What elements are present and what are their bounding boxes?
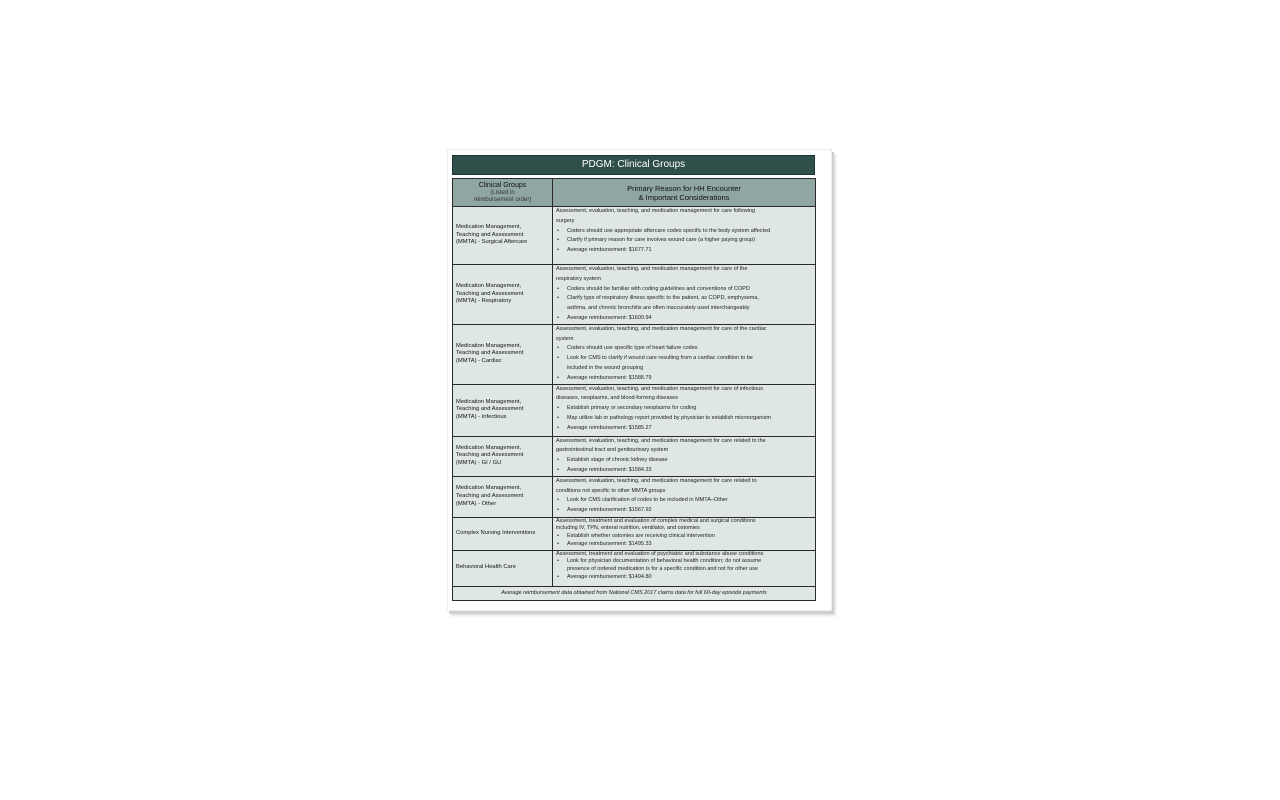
encounter-description-line: Assessment, evaluation, teaching, and medication management for care of the: [556, 266, 748, 272]
clinical-group-name-line: (MMTA) - Other: [456, 500, 497, 507]
clinical-groups-sheet: [452, 155, 815, 601]
table-row: [453, 265, 816, 325]
encounter-considerations: [553, 384, 816, 436]
encounter-description-line: diseases, neoplasms, and blood-forming diseases: [556, 395, 678, 402]
column-header-clinical-groups: [453, 179, 553, 207]
list-item: [556, 354, 812, 374]
list-item-line: • Average reimbursement: $1495.33: [567, 540, 652, 547]
list-item-line: • Establish whether ostomies are receiving clinical intervention: [567, 532, 715, 539]
clinical-group-name: [453, 265, 553, 325]
clinical-group-name-line: Medication Management,: [456, 398, 522, 405]
clinical-group-name-line: Complex Nursing Interventions: [456, 529, 536, 536]
column-header-primary-reason: [553, 179, 816, 207]
list-item: [556, 236, 812, 246]
clinical-group-name-line: Behavioral Health Care: [456, 564, 516, 571]
encounter-description-line: Assessment, evaluation, teaching, and medication management for care of the cardiac: [556, 325, 767, 332]
clinical-group-name-line: Teaching and Assessment: [456, 350, 524, 357]
encounter-description-line: Assessment, treatment and evaluation of psychiatric and substance abuse conditions: [556, 550, 764, 557]
list-item-line: • Establish stage of chronic kidney disease: [567, 457, 668, 464]
clinical-groups-table: [452, 178, 816, 601]
list-item-line: • Coders should use specific type of heart failure codes: [567, 345, 698, 352]
list-item-line: included in the wound grouping: [567, 364, 644, 371]
clinical-group-name-line: Teaching and Assessment: [456, 492, 524, 499]
encounter-considerations: [553, 207, 816, 265]
clinical-group-name-line: (MMTA) - Cardiac: [456, 357, 502, 364]
clinical-group-name-line: Teaching and Assessment: [456, 452, 524, 459]
clinical-group-name-line: (MMTA) - GI / GU: [456, 459, 502, 466]
encounter-considerations: [553, 550, 816, 586]
list-item: [556, 227, 812, 237]
list-item: [556, 496, 812, 506]
clinical-group-name: [453, 436, 553, 476]
list-item: [556, 558, 812, 573]
clinical-group-name-line: Teaching and Assessment: [456, 231, 524, 238]
column-header-subtitle-line: reimbursement order): [473, 196, 532, 203]
page-title: PDGM: Clinical Groups: [452, 155, 815, 175]
list-item: [556, 246, 812, 256]
column-header-line: Primary Reason for HH Encounter: [627, 183, 741, 193]
table-row: [453, 384, 816, 436]
table-body: [453, 207, 816, 587]
clinical-group-name-line: (MMTA) - Surgical Aftercare: [456, 239, 528, 246]
considerations-list: [556, 285, 812, 324]
table-row: [453, 550, 816, 586]
list-item: [556, 344, 812, 354]
considerations-list: [556, 404, 812, 433]
clinical-group-name-line: (MMTA) - Respiratory: [456, 298, 512, 305]
list-item: [556, 506, 812, 516]
list-item-line: • Coders should use appropriate aftercare codes specific to the body system affected: [567, 227, 771, 234]
encounter-description-line: Assessment, evaluation, teaching, and medication management for care of infectious: [556, 385, 763, 392]
list-item-line: • Clarify if primary reason for care involves wound care (a higher paying group): [567, 237, 756, 244]
list-item: [556, 294, 812, 314]
considerations-list: [556, 496, 812, 516]
footnote: Average reimbursement data obtained from National CMS 2017 claims data for full 60-day episode payments: [453, 586, 816, 600]
list-item-line: • Average reimbursement: $1567.92: [567, 507, 652, 514]
clinical-group-name: [453, 517, 553, 550]
clinical-group-name: [453, 384, 553, 436]
table-row: [453, 207, 816, 265]
list-item: [556, 541, 812, 549]
list-item: [556, 414, 812, 424]
clinical-group-name-line: Medication Management,: [456, 485, 522, 492]
list-item-line: asthma, and chronic bronchitis are often inaccurately used interchangeably: [567, 305, 750, 312]
encounter-description-line: gastrointestinal tract and genitourinary system: [556, 447, 669, 454]
list-item-line: • Look for physician documentation of behavioral health condition; do not assume: [567, 558, 762, 565]
list-item: [556, 285, 812, 295]
list-item: [556, 574, 812, 582]
encounter-description-line: conditions not specific to other MMTA groups: [556, 487, 666, 494]
list-item-line: • Average reimbursement: $1494.80: [567, 573, 652, 580]
list-item: [556, 456, 812, 466]
considerations-list: [556, 227, 812, 256]
clinical-group-name: [453, 324, 553, 384]
clinical-group-name-line: Medication Management,: [456, 224, 522, 231]
encounter-description-line: including IV, TPN, enteral nutrition, ventilator, and ostomies: [556, 525, 700, 532]
list-item-line: • Average reimbursement: $1588.79: [567, 374, 652, 381]
table-header-row: [453, 179, 816, 207]
considerations-list: [556, 533, 812, 548]
encounter-description-line: system: [556, 335, 574, 342]
list-item: [556, 314, 812, 324]
list-item-line: • Average reimbursement: $1677.71: [567, 247, 652, 254]
encounter-considerations: [553, 265, 816, 325]
list-item-line: • Average reimbursement: $1600.94: [567, 314, 652, 321]
clinical-group-name-line: Medication Management,: [456, 283, 522, 289]
considerations-list: [556, 344, 812, 383]
column-header-title: Clinical Groups: [478, 181, 527, 189]
considerations-list: [556, 558, 812, 581]
list-item-line: • Clarify type of respiratory illness specific to the patient, as COPD, emphysema,: [567, 295, 759, 302]
encounter-considerations: [553, 436, 816, 476]
table-row: [453, 476, 816, 517]
encounter-considerations: [553, 476, 816, 517]
encounter-description-line: Assessment, evaluation, teaching, and medication management for care related to: [556, 477, 757, 484]
column-header-subtitle-line: (Listed in: [490, 189, 515, 196]
clinical-group-name-line: Medication Management,: [456, 444, 522, 451]
encounter-description-line: Assessment, evaluation, teaching, and medication management for care related to the: [556, 437, 766, 444]
table-row: [453, 436, 816, 476]
encounter-description-line: respiratory system: [556, 275, 601, 282]
list-item-line: • Establish primary or secondary neoplasms for coding: [567, 405, 697, 412]
list-item: [556, 533, 812, 541]
clinical-group-name: [453, 207, 553, 265]
encounter-description-line: Assessment, treatment and evaluation of complex medical and surgical conditions: [556, 517, 756, 524]
list-item-line: • Average reimbursement: $1584.33: [567, 466, 652, 473]
list-item-line: • Average reimbursement: $1585.27: [567, 424, 652, 431]
clinical-group-name: [453, 476, 553, 517]
column-header-line: & Important Considerations: [638, 192, 730, 202]
list-item-line: presence of ordered medication is for a specific condition and not for other use: [567, 565, 759, 572]
clinical-group-name-line: Teaching and Assessment: [456, 406, 524, 413]
list-item: [556, 404, 812, 414]
clinical-group-name-line: (MMTA) - Infectious: [456, 413, 507, 420]
list-item: [556, 424, 812, 434]
document-page: [447, 149, 832, 611]
encounter-description-line: Assessment, evaluation, teaching, and medication management for care following: [556, 208, 756, 214]
considerations-list: [556, 456, 812, 476]
encounter-considerations: [553, 324, 816, 384]
table-row: [453, 324, 816, 384]
footnote-row: [453, 586, 816, 600]
list-item-line: • Look for CMS to clarify if wound care resulting from a cardiac condition to be: [567, 355, 753, 362]
list-item-line: • Look for CMS clarification of codes to be included in MMTA–Other: [567, 497, 728, 504]
table-row: [453, 517, 816, 550]
list-item-line: • May utilize lab or pathology report provided by physician to establish microorganism: [567, 414, 771, 421]
clinical-group-name-line: Teaching and Assessment: [456, 290, 524, 297]
list-item-line: • Coders should be familiar with coding guidelines and conventions of COPD: [567, 285, 750, 292]
list-item: [556, 466, 812, 476]
list-item: [556, 374, 812, 384]
clinical-group-name-line: Medication Management,: [456, 342, 522, 349]
clinical-group-name: [453, 550, 553, 586]
encounter-description-line: surgery: [556, 217, 575, 224]
encounter-considerations: [553, 517, 816, 550]
